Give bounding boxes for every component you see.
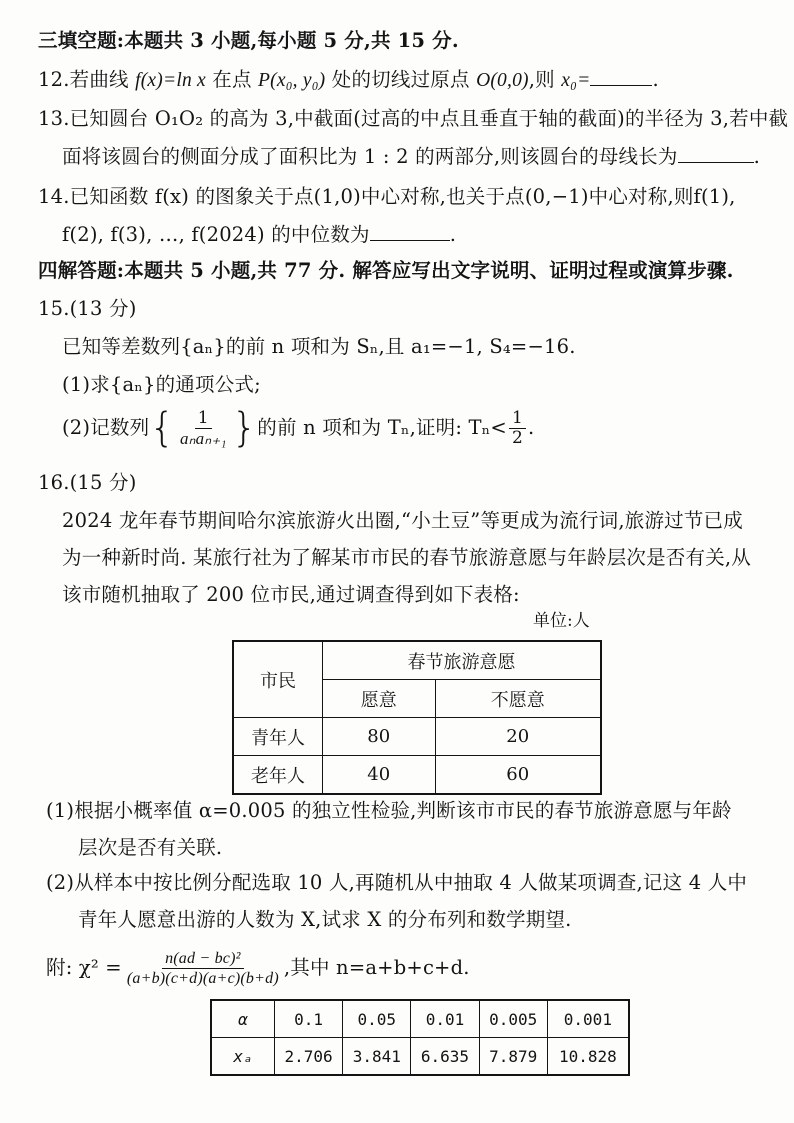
table-cell: 40 — [323, 756, 436, 795]
chi-square-fraction: $\frac{\text{n(ad − bc)²}}{(a+b)(c+d)(a+c)(b+d)}$ — [126, 949, 279, 987]
table-row — [233, 756, 601, 795]
table-cell: 青年人 — [233, 718, 323, 756]
question-16-line3: 该市随机抽取了 200 位市民,通过调查得到如下表格: — [62, 583, 520, 606]
question-15-header: 15.(13 分) — [38, 297, 137, 320]
question-15-part2: (2)记数列 { $\frac{1}{\text{aₙaₙ₊₁}}$ } 的前 n 项和为 Tₙ,证明: Tₙ< $\frac{1}{2}$ . — [62, 405, 535, 451]
table-row — [211, 1000, 629, 1038]
table-cell: 0.01 — [411, 1000, 479, 1038]
table-header-yes: 愿意 — [323, 680, 436, 718]
table-row — [211, 1038, 629, 1076]
question-15-part1: (1)求{aₙ}的通项公式; — [62, 373, 261, 396]
question-16-part2-line2: 青年人愿意出游的人数为 X,试求 X 的分布列和数学期望. — [78, 908, 572, 931]
question-16-part2-line1: (2)从样本中按比例分配选取 10 人,再随机从中抽取 4 人做某项调查,记这 4 人中 — [46, 871, 748, 894]
chi-square-formula: 附: χ² = $\frac{\text{n(ad − bc)²}}{(a+b)(c+d)(a+c)(b+d)}$ ,其中 n=a+b+c+d. — [46, 949, 470, 987]
question-16-part1-line2: 层次是否有关联. — [78, 836, 223, 859]
table-header-willingness: 春节旅游意愿 — [323, 641, 602, 680]
table-cell: α — [211, 1000, 275, 1038]
table-header-no: 不愿意 — [435, 680, 601, 718]
table-cell: xₐ — [211, 1038, 275, 1076]
table-cell: 3.841 — [343, 1038, 411, 1076]
table-cell: 10.828 — [547, 1038, 629, 1076]
table-cell: 0.1 — [275, 1000, 343, 1038]
table-cell: 0.005 — [479, 1000, 547, 1038]
answer-blank — [678, 144, 754, 163]
question-15-stem: 已知等差数列{aₙ}的前 n 项和为 Sₙ,且 a₁=−1, S₄=−16. — [62, 335, 576, 358]
table-cell: 0.001 — [547, 1000, 629, 1038]
question-16-line2: 为一种新时尚. 某旅行社为了解某市市民的春节旅游意愿与年龄层次是否有关,从 — [62, 546, 751, 569]
table-row — [233, 718, 601, 756]
critical-value-table — [210, 999, 630, 1076]
section-4-heading: 四解答题:本题共 5 小题,共 77 分. 解答应写出文字说明、证明过程或演算步骤. — [38, 259, 734, 282]
question-14-line2: f(2), f(3), …, f(2024) 的中位数为 . — [62, 223, 457, 246]
reciprocal-fraction: $\frac{1}{\text{aₙaₙ₊₁}}$ — [179, 407, 227, 448]
table-cell: 80 — [323, 718, 436, 756]
table-cell: 60 — [435, 756, 601, 795]
survey-table — [232, 640, 602, 795]
half-fraction: $\frac{1}{2}$ — [509, 409, 526, 448]
table-cell: 2.706 — [275, 1038, 343, 1076]
question-16-line1: 2024 龙年春节期间哈尔滨旅游火出圈,“小土豆”等更成为流行词,旅游过节已成 — [62, 509, 743, 532]
question-16-header: 16.(15 分) — [38, 471, 137, 494]
table-cell: 20 — [435, 718, 601, 756]
answer-blank — [590, 67, 652, 86]
table-cell: 7.879 — [479, 1038, 547, 1076]
question-16-part1-line1: (1)根据小概率值 α=0.005 的独立性检验,判断该市市民的春节旅游意愿与年龄 — [46, 799, 732, 822]
table-cell: 0.05 — [343, 1000, 411, 1038]
question-12: 12.若曲线 f(x)=ln x 在点 P(x₀, y₀) 处的切线过原点 O(0,0),则 x₀= . — [38, 68, 659, 91]
table-unit: 单位:人 — [533, 611, 590, 631]
answer-blank — [370, 222, 450, 241]
question-13-line1: 13.已知圆台 O₁O₂ 的高为 3,中截面(过高的中点且垂直于轴的截面)的半径为 3,若中截 — [38, 107, 789, 130]
table-cell: 老年人 — [233, 756, 323, 795]
section-3-heading: 三填空题:本题共 3 小题,每小题 5 分,共 15 分. — [38, 29, 459, 52]
table-cell: 6.635 — [411, 1038, 479, 1076]
question-13-line2: 面将该圆台的侧面分成了面积比为 1 : 2 的两部分,则该圆台的母线长为 . — [62, 145, 760, 168]
question-14-line1: 14.已知函数 f(x) 的图象关于点(1,0)中心对称,也关于点(0,−1)中心对称,则f(1), — [38, 185, 736, 208]
table-header-citizen: 市民 — [233, 641, 323, 718]
